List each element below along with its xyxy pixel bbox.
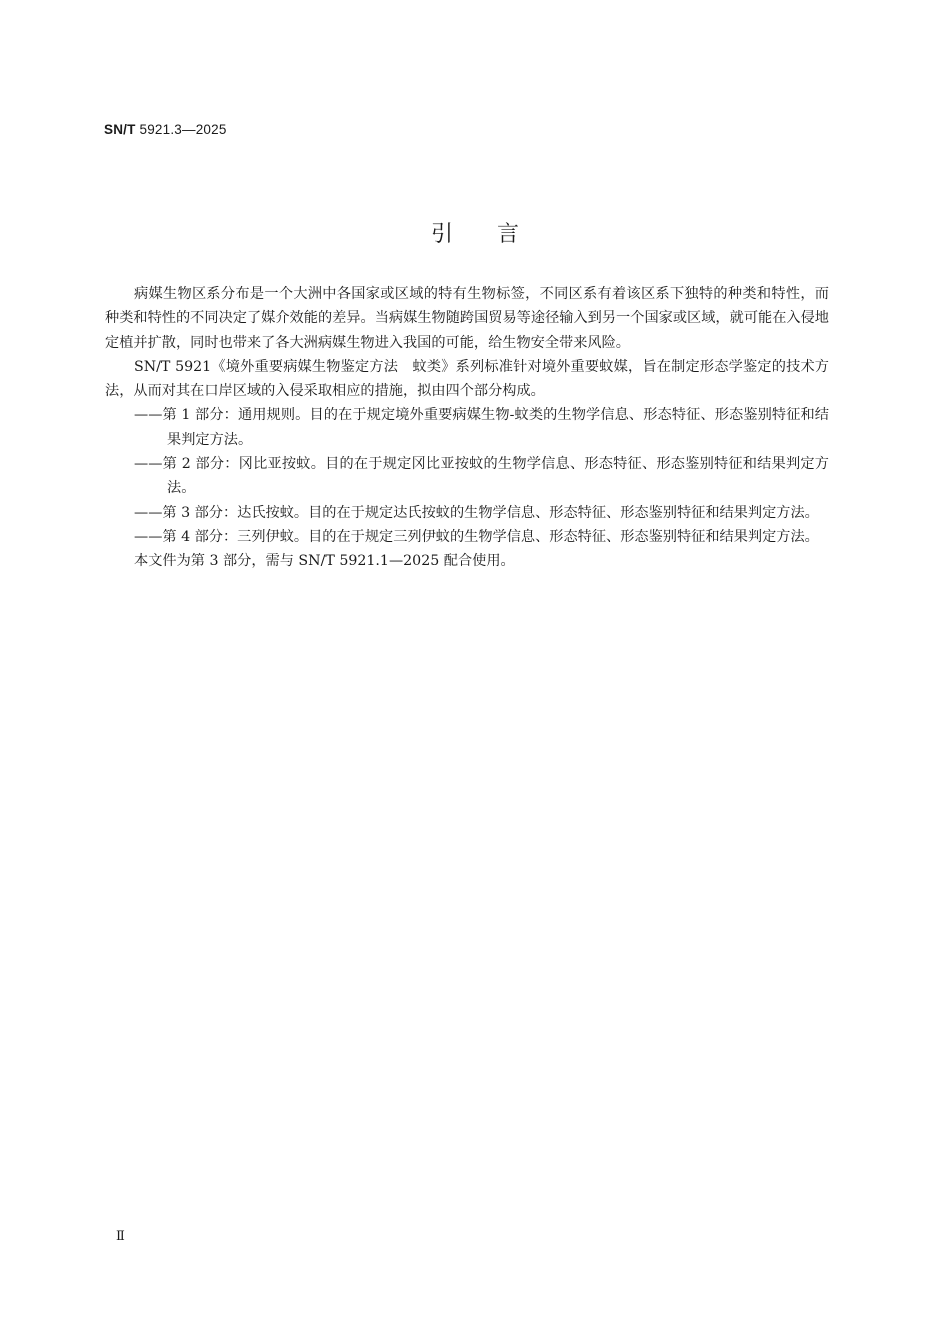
closing-paragraph: 本文件为第 3 部分，需与 SN/T 5921.1—2025 配合使用。	[134, 553, 515, 570]
page-title: 引言	[430, 221, 563, 247]
part-list-item-1: ——第 1 部分：通用规则。目的在于规定境外重要病媒生物-蚊类的生物学信息、形态特征、形态鉴别特征和结果判定方法。	[134, 407, 829, 448]
part-list-item-3: ——第 3 部分：达氏按蚊。目的在于规定达氏按蚊的生物学信息、形态特征、形态鉴别特征和结果判定方法。	[134, 504, 819, 521]
page-number: Ⅱ	[116, 1228, 125, 1243]
part-list-item-2: ——第 2 部分：冈比亚按蚊。目的在于规定冈比亚按蚊的生物学信息、形态特征、形态鉴别特征和结果判定方法。	[134, 456, 829, 497]
intro-paragraph-2: SN/T 5921《境外重要病媒生物鉴定方法 蚊类》系列标准针对境外重要蚊媒，旨在制定形态学鉴定的技术方法，从而对其在口岸区域的入侵采取相应的措施，拟由四个部分构成。	[105, 358, 829, 400]
part-list-item-4: ——第 4 部分：三列伊蚊。目的在于规定三列伊蚊的生物学信息、形态特征、形态鉴别特征和结果判定方法。	[134, 528, 819, 545]
document-code-number: 5921.3—2025	[139, 122, 227, 137]
introduction-body	[105, 282, 829, 574]
document-code-prefix: SN/T	[104, 122, 136, 137]
intro-paragraph-1: 病媒生物区系分布是一个大洲中各国家或区域的特有生物标签，不同区系有着该区系下独特的种类和特性，而种类和特性的不同决定了媒介效能的差异。当病媒生物随跨国贸易等途径输入到另一个国家或区域，就可能在入侵地定植并扩散，同时也带来了各大洲病媒生物进入我国的可能，给生物安全带来风险。	[105, 286, 829, 351]
document-code	[104, 122, 227, 137]
